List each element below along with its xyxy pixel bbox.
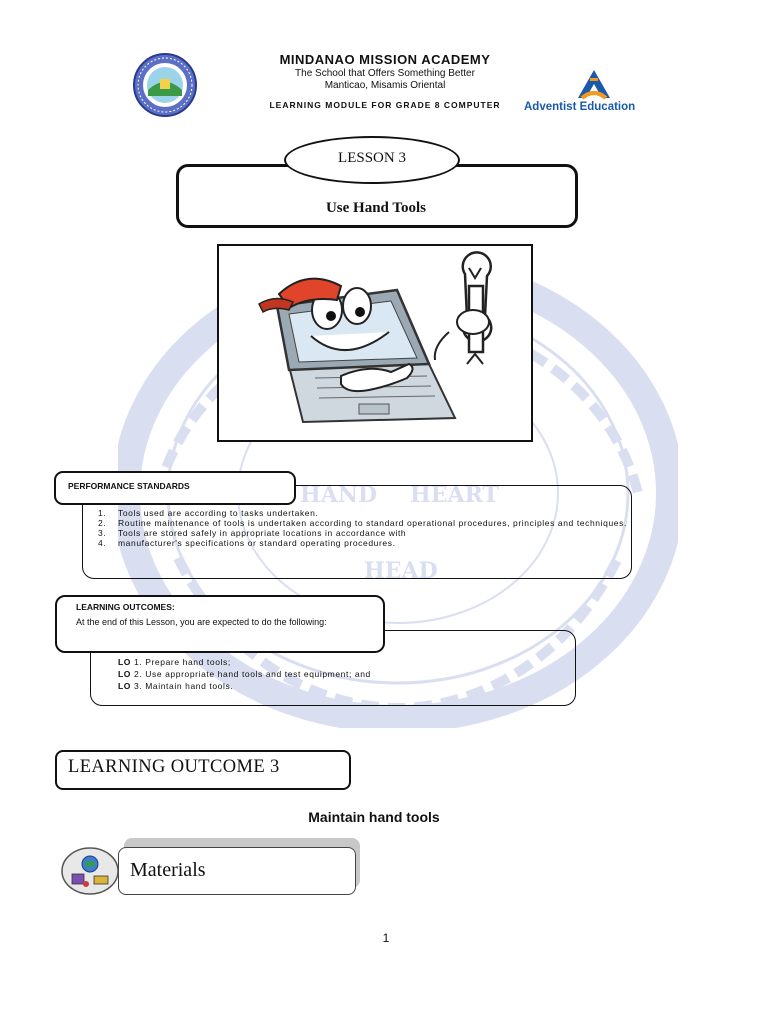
- list-item-number: 2.: [98, 518, 107, 528]
- list-item: [118, 680, 558, 692]
- materials-label: Materials: [130, 859, 206, 881]
- lo-code: LO: [118, 681, 132, 691]
- list-item-text: Tools used are according to tasks undertaken.: [118, 508, 319, 518]
- school-name: MINDANAO MISSION ACADEMY: [279, 52, 491, 67]
- performance-standards-heading: PERFORMANCE STANDARDS: [68, 481, 190, 491]
- watermark-word-hand: HAND: [300, 482, 378, 508]
- module-title: LEARNING MODULE FOR GRADE 8 COMPUTER: [269, 100, 501, 110]
- section-subtitle: Maintain hand tools: [308, 809, 440, 825]
- adventist-education-text: Adventist Education: [524, 101, 636, 113]
- school-tagline-block: [200, 68, 570, 92]
- lo-text: 2. Use appropriate hand tools and test equipment; and: [131, 669, 371, 679]
- lo-text: 3. Maintain hand tools.: [131, 681, 234, 691]
- school-tagline: The School that Offers Something Better: [295, 68, 475, 79]
- watermark-word-heart: HEART: [410, 482, 499, 508]
- list-item: [98, 508, 628, 518]
- learning-outcomes-heading: LEARNING OUTCOMES:: [76, 602, 175, 612]
- list-item-number: 1.: [98, 508, 107, 518]
- materials-icon: [60, 846, 120, 896]
- page-number: 1: [382, 931, 390, 945]
- school-seal-logo: [132, 52, 198, 118]
- list-item: [118, 668, 558, 680]
- lo-text: 1. Prepare hand tools;: [131, 657, 231, 667]
- list-item-text: Routine maintenance of tools is undertaken according to standard operational procedures, principles and techniques.: [118, 518, 627, 528]
- laptop-mascot-illustration: [217, 244, 533, 442]
- lo-code: LO: [118, 669, 132, 679]
- list-item: [118, 656, 558, 668]
- list-item-number: 3.: [98, 528, 107, 538]
- list-item: [98, 518, 628, 528]
- lesson-number: LESSON 3: [338, 150, 406, 166]
- list-item: [98, 528, 628, 538]
- laptop-mascot-with-wrench-image: [219, 246, 531, 440]
- section-heading: LEARNING OUTCOME 3: [68, 757, 280, 777]
- lesson-title: Use Hand Tools: [325, 200, 427, 216]
- learning-outcomes-list: [118, 656, 558, 692]
- watermark-word-head: HEAD: [364, 558, 438, 584]
- list-item-number: 4.: [98, 538, 107, 548]
- school-location: Manticao, Misamis Oriental: [324, 80, 446, 91]
- list-item: [98, 538, 628, 548]
- list-item-text: manufacturer's specifications or standard operating procedures.: [118, 538, 396, 548]
- learning-outcomes-intro: At the end of this Lesson, you are expected to do the following:: [76, 617, 327, 627]
- performance-standards-list: [98, 508, 628, 548]
- list-item-text: Tools are stored safely in appropriate locations in accordance with: [118, 528, 407, 538]
- lo-code: LO: [118, 657, 132, 667]
